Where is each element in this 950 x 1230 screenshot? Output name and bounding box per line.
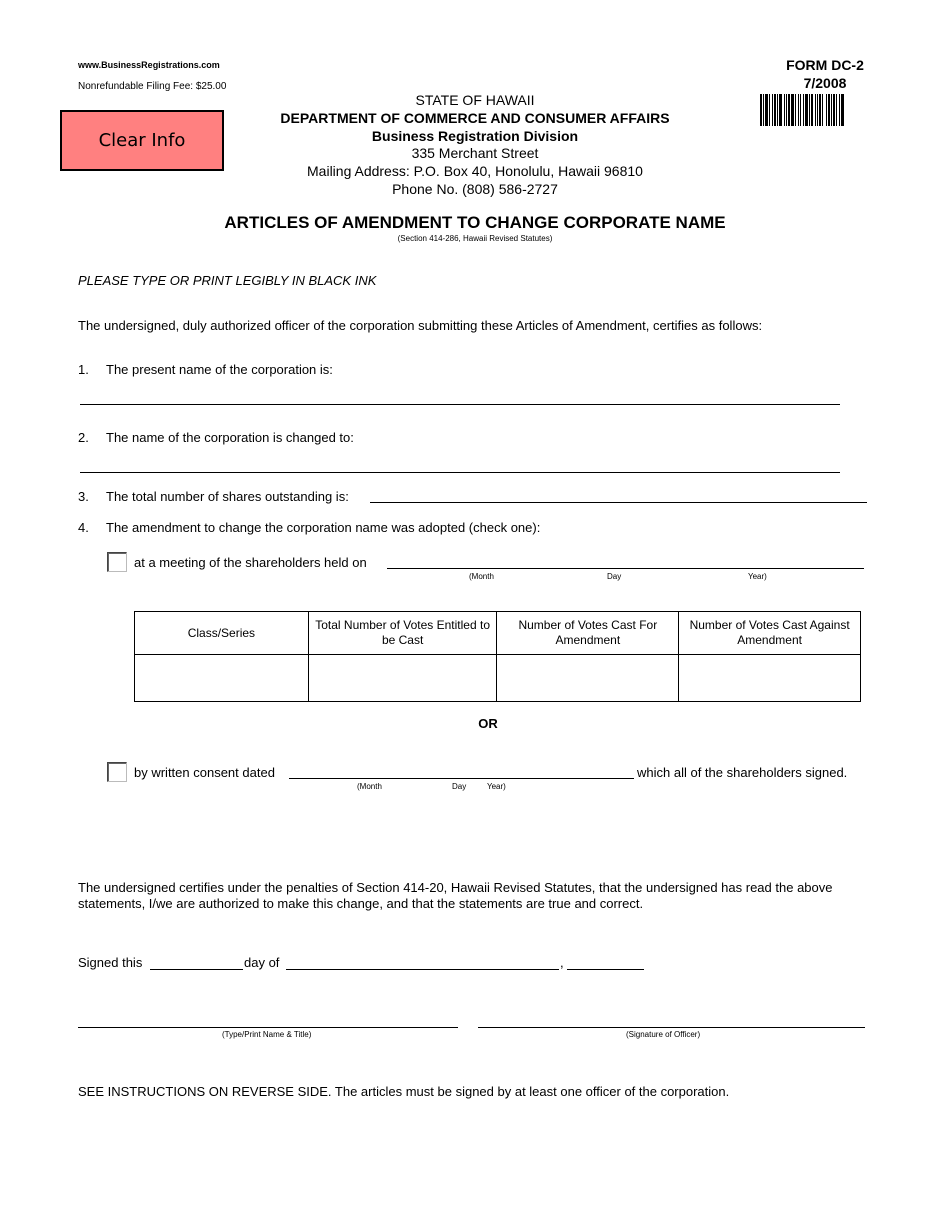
item3-label: The total number of shares outstanding is: xyxy=(106,489,349,504)
mailing-address: Mailing Address: P.O. Box 40, Honolulu, Hawaii 96810 xyxy=(307,163,643,179)
item3-number: 3. xyxy=(78,489,89,504)
votes-against-cell[interactable] xyxy=(679,655,861,702)
header-class-series: Class/Series xyxy=(135,612,309,655)
barcode-icon xyxy=(760,94,900,126)
consent-year-caption: Year) xyxy=(487,782,506,791)
item4-number: 4. xyxy=(78,520,89,535)
phone-number: Phone No. (808) 586-2727 xyxy=(392,181,558,197)
consent-month-caption: (Month xyxy=(357,782,382,791)
signed-month-field[interactable] xyxy=(286,969,559,970)
header-votes-for: Number of Votes Cast For Amendment xyxy=(497,612,679,655)
clear-info-button[interactable]: Clear Info xyxy=(60,110,224,171)
form-number-block xyxy=(770,56,880,92)
footer-instructions: SEE INSTRUCTIONS ON REVERSE SIDE. The articles must be signed by at least one officer of the corporation. xyxy=(78,1084,730,1099)
consent-suffix: which all of the shareholders signed. xyxy=(637,765,848,780)
item2-number: 2. xyxy=(78,430,89,445)
class-series-cell[interactable] xyxy=(135,655,309,702)
division-name: Business Registration Division xyxy=(371,128,579,144)
website-link[interactable]: www.BusinessRegistrations.com xyxy=(78,60,220,70)
name-title-field[interactable] xyxy=(78,1027,458,1028)
day-of-label: day of xyxy=(244,955,280,970)
state-name: STATE OF HAWAII xyxy=(415,92,535,108)
shares-outstanding-field[interactable] xyxy=(370,502,867,503)
intro-text: The undersigned, duly authorized officer of the corporation submitting these Articles of Amendment, certifies as follows: xyxy=(78,318,763,333)
or-separator: OR xyxy=(478,716,498,731)
form-subtitle: (Section 414-286, Hawaii Revised Statutes) xyxy=(397,234,553,243)
meeting-label: at a meeting of the shareholders held on xyxy=(134,555,367,570)
header-votes-entitled: Total Number of Votes Entitled to be Cast xyxy=(308,612,497,655)
votes-table xyxy=(134,611,861,702)
certification-text: The undersigned certifies under the penalties of Section 414-20, Hawaii Revised Statutes, that the undersigned has read the above statements, I/we are authorized to make this change, and that the statements are true and correct. xyxy=(78,880,833,911)
ink-instruction: PLEASE TYPE OR PRINT LEGIBLY IN BLACK INK xyxy=(78,273,377,288)
meeting-date-field[interactable] xyxy=(387,568,864,569)
form-title: ARTICLES OF AMENDMENT TO CHANGE CORPORATE NAME xyxy=(224,213,726,232)
consent-label: by written consent dated xyxy=(134,765,275,780)
filing-fee: Nonrefundable Filing Fee: $25.00 xyxy=(78,81,227,92)
consent-checkbox[interactable] xyxy=(107,762,127,782)
new-name-field[interactable] xyxy=(80,472,840,473)
table-row xyxy=(135,655,861,702)
item2-label: The name of the corporation is changed to: xyxy=(106,430,354,445)
meeting-year-caption: Year) xyxy=(748,572,767,581)
consent-date-field[interactable] xyxy=(289,778,634,779)
present-name-field[interactable] xyxy=(80,404,840,405)
signed-comma: , xyxy=(560,955,564,970)
form-date: 7/2008 xyxy=(803,75,847,91)
name-title-caption: (Type/Print Name & Title) xyxy=(222,1030,312,1039)
votes-table-header-row xyxy=(135,612,861,655)
meeting-day-caption: Day xyxy=(607,572,622,581)
header-votes-against: Number of Votes Cast Against Amendment xyxy=(679,612,861,655)
votes-entitled-cell[interactable] xyxy=(308,655,497,702)
department-name: DEPARTMENT OF COMMERCE AND CONSUMER AFFAIRS xyxy=(280,110,670,126)
officer-signature-caption: (Signature of Officer) xyxy=(626,1030,701,1039)
form-number: FORM DC-2 xyxy=(786,57,864,73)
signed-day-field[interactable] xyxy=(150,969,243,970)
votes-for-cell[interactable] xyxy=(497,655,679,702)
street-address: 335 Merchant Street xyxy=(411,145,539,161)
item1-number: 1. xyxy=(78,362,89,377)
signed-this-label: Signed this xyxy=(78,955,143,970)
meeting-checkbox[interactable] xyxy=(107,552,127,572)
meeting-month-caption: (Month xyxy=(469,572,494,581)
consent-day-caption: Day xyxy=(452,782,467,791)
signed-year-field[interactable] xyxy=(567,969,644,970)
officer-signature-field[interactable] xyxy=(478,1027,865,1028)
item1-label: The present name of the corporation is: xyxy=(106,362,333,377)
item4-label: The amendment to change the corporation name was adopted (check one): xyxy=(106,520,541,535)
